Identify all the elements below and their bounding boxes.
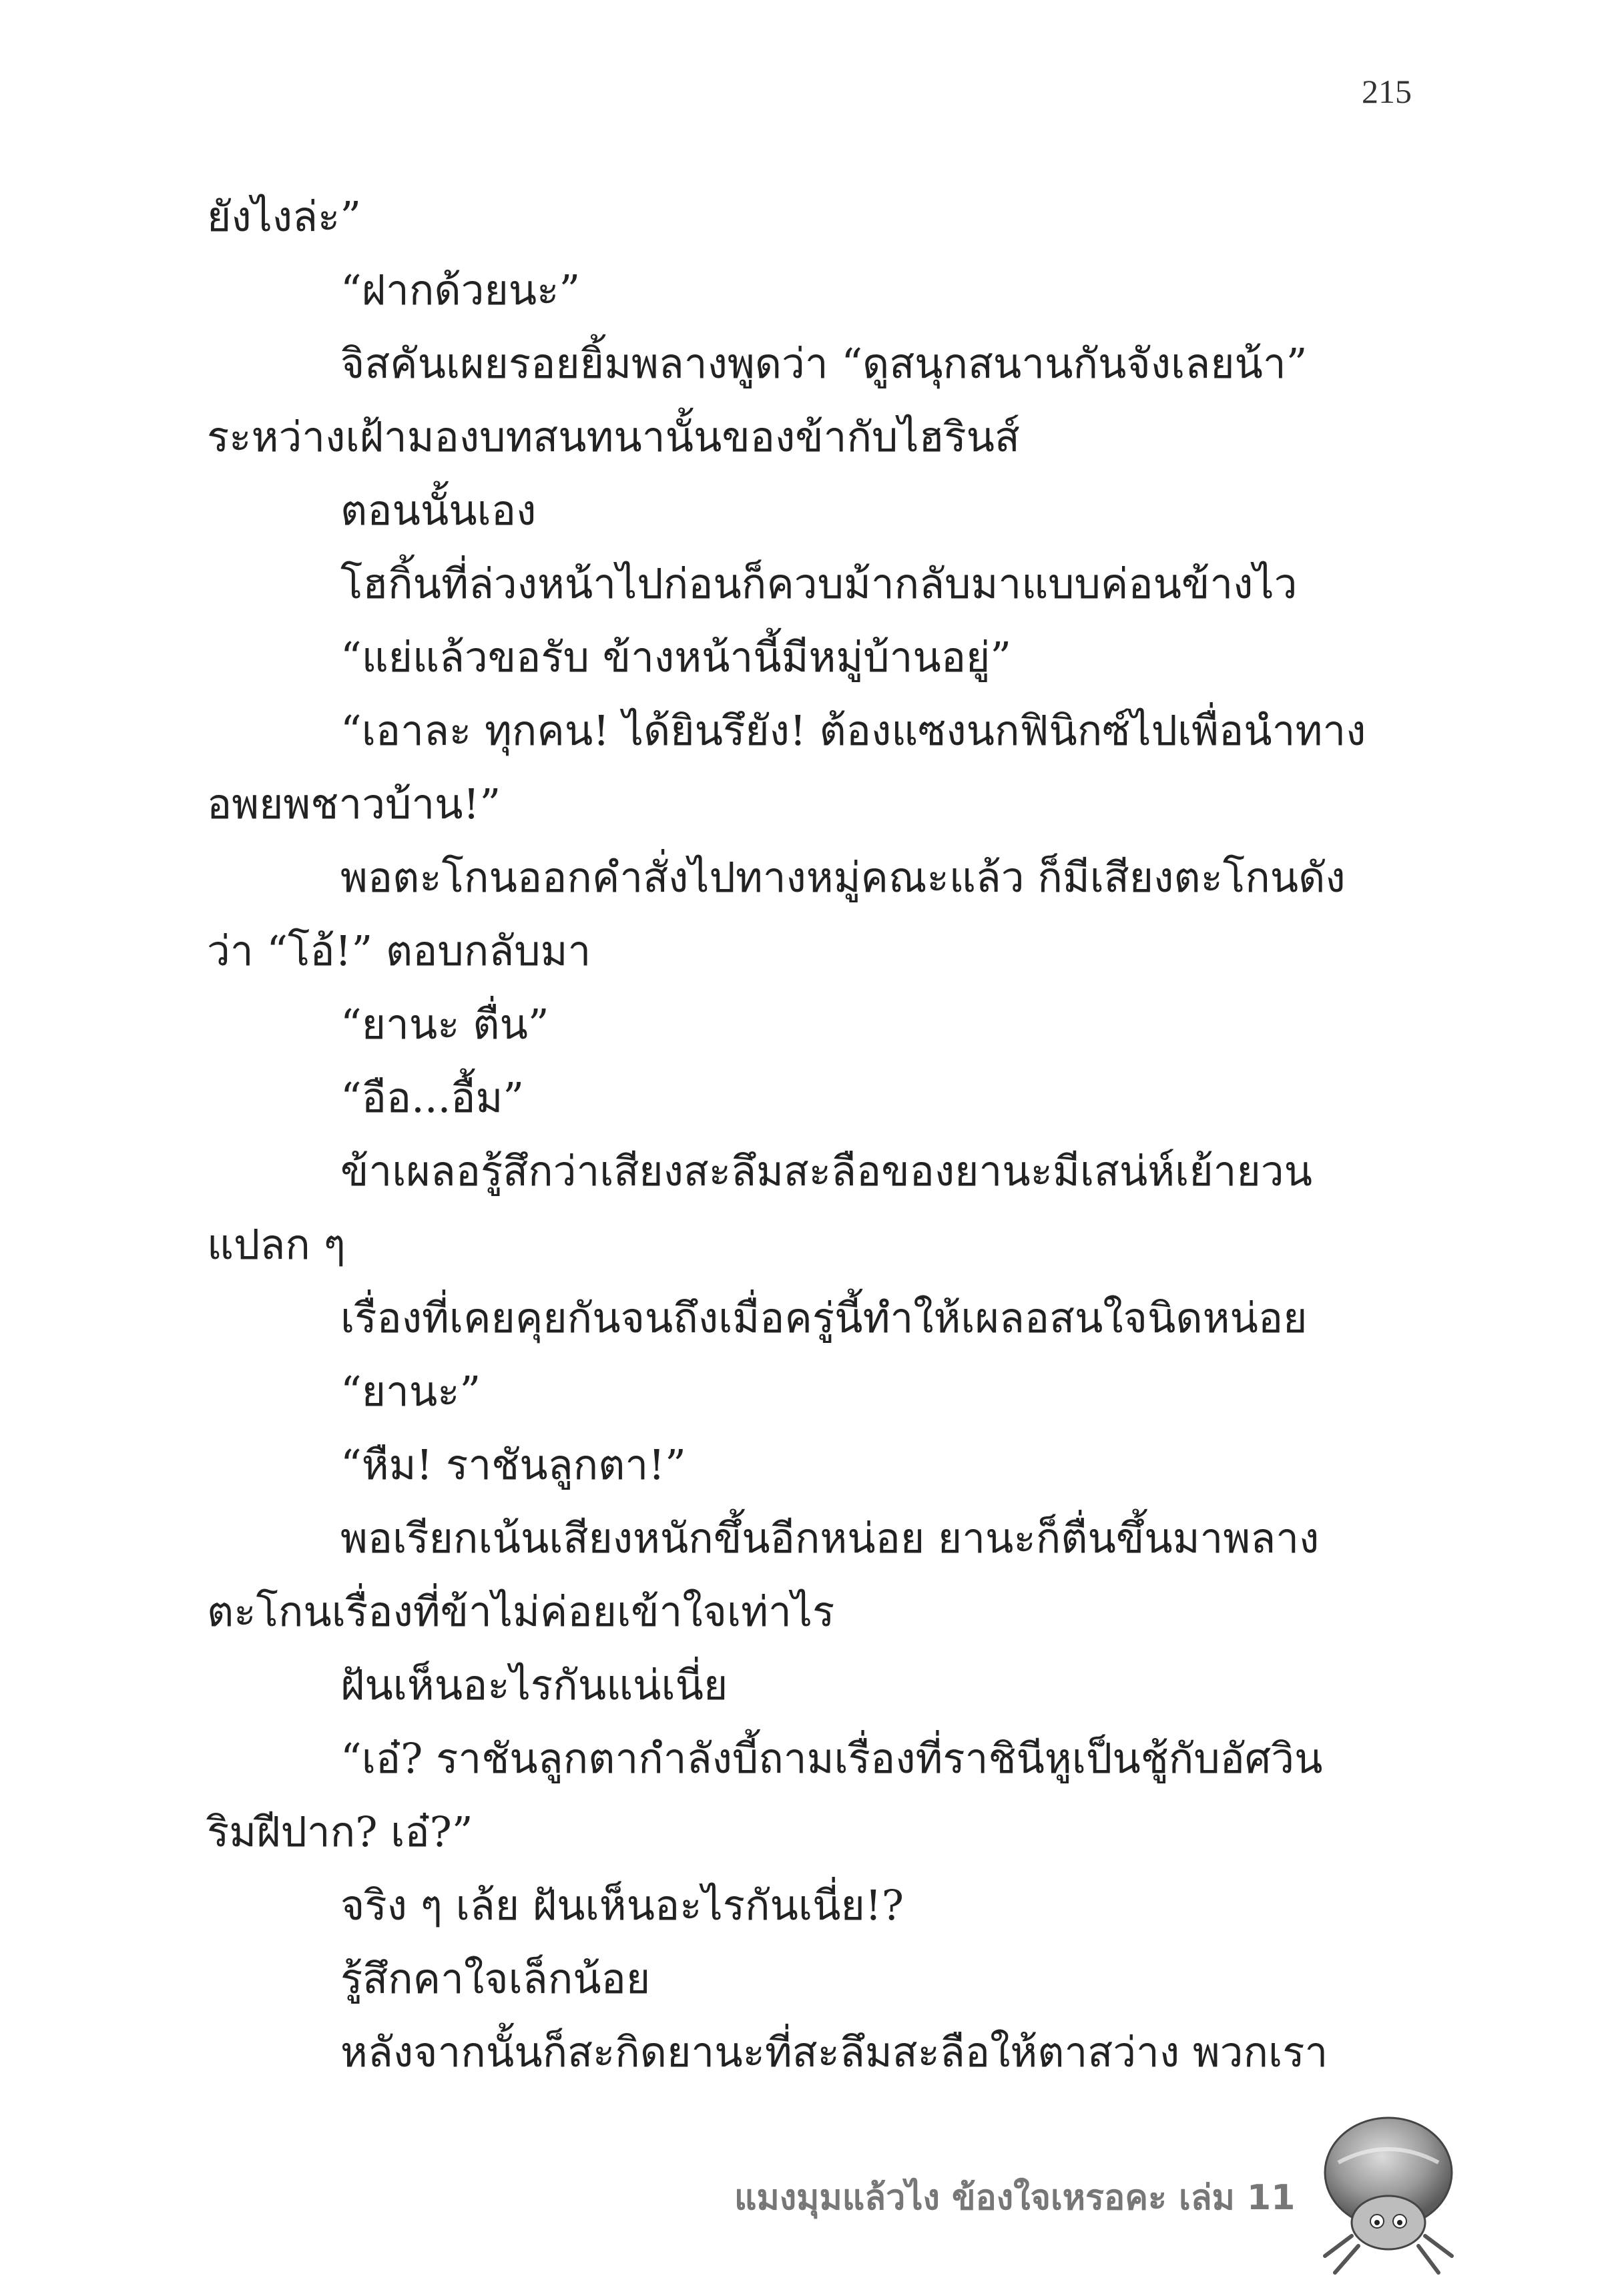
text-line: “อือ...อื้ม” xyxy=(340,1073,525,1122)
text-line: ฝันเห็นอะไรกันแน่เนี่ย xyxy=(340,1661,728,1709)
text-line: รู้สึกคาใจเล็กน้อย xyxy=(340,1954,651,2003)
text-line: ข้าเผลอรู้สึกว่าเสียงสะลึมสะลือของยานะมีเสน่ห์เย้ายวน xyxy=(340,1147,1313,1195)
text-line: ริมฝีปาก? เอ๋?” xyxy=(207,1807,473,1856)
page-number: 215 xyxy=(1362,73,1412,110)
text-line: อพยพชาวบ้าน!” xyxy=(207,780,501,828)
text-line: “ฝากด้วยนะ” xyxy=(340,266,581,314)
text-line: “ยานะ ตื่น” xyxy=(340,1000,549,1049)
text-line: ตอนนั้นเอง xyxy=(340,486,537,535)
footer-title: แมงมุมแล้วไง ข้องใจเหรอคะ เล่ม 11 xyxy=(734,2178,1296,2218)
text-line: ยังไงล่ะ” xyxy=(207,192,362,241)
text-line: ตะโกนเรื่องที่ข้าไม่ค่อยเข้าใจเท่าไร xyxy=(207,1587,835,1636)
text-line: โฮกิ้นที่ล่วงหน้าไปก่อนก็ควบม้ากลับมาแบบค่อนข้างไว xyxy=(340,559,1298,608)
text-line: หลังจากนั้นก็สะกิดยานะที่สะลึมสะลือให้ตาสว่าง พวกเรา xyxy=(340,2028,1328,2076)
text-line: “แย่แล้วขอรับ ข้างหน้านี้มีหมู่บ้านอยู่” xyxy=(340,633,1012,681)
text-line: “หืม! ราชันลูกตา!” xyxy=(340,1440,686,1489)
text-line: เรื่องที่เคยคุยกันจนถึงเมื่อครู่นี้ทำให้เผลอสนใจนิดหน่อย xyxy=(340,1294,1308,1342)
spider-mascot-icon xyxy=(1318,2109,1458,2283)
text-line: แปลก ๆ xyxy=(207,1220,346,1269)
text-body xyxy=(207,180,1415,2089)
text-line: พอเรียกเน้นเสียงหนักขึ้นอีกหน่อย ยานะก็ตื่นขึ้นมาพลาง xyxy=(340,1514,1320,1562)
text-line: “เอ๋? ราชันลูกตากำลังบี้ถามเรื่องที่ราชินีหูเป็นชู้กับอัศวิน xyxy=(340,1734,1323,1783)
text-line: “ยานะ” xyxy=(340,1367,481,1416)
text-line: ว่า “โอ้!” ตอบกลับมา xyxy=(207,926,591,975)
text-line: พอตะโกนออกคำสั่งไปทางหมู่คณะแล้ว ก็มีเสียงตะโกนดัง xyxy=(340,853,1346,902)
text-line: “เอาละ ทุกคน! ได้ยินรึยัง! ต้องแซงนกฟินิกซ์ไปเพื่อนำทาง xyxy=(340,706,1366,755)
text-line: ระหว่างเฝ้ามองบทสนทนานั้นของข้ากับไฮรินส์ xyxy=(207,412,1020,461)
text-line: จิสคันเผยรอยยิ้มพลางพูดว่า “ดูสนุกสนานกันจังเลยน้า” xyxy=(340,339,1308,388)
text-line: จริง ๆ เล้ย ฝันเห็นอะไรกันเนี่ย!? xyxy=(340,1881,904,1930)
